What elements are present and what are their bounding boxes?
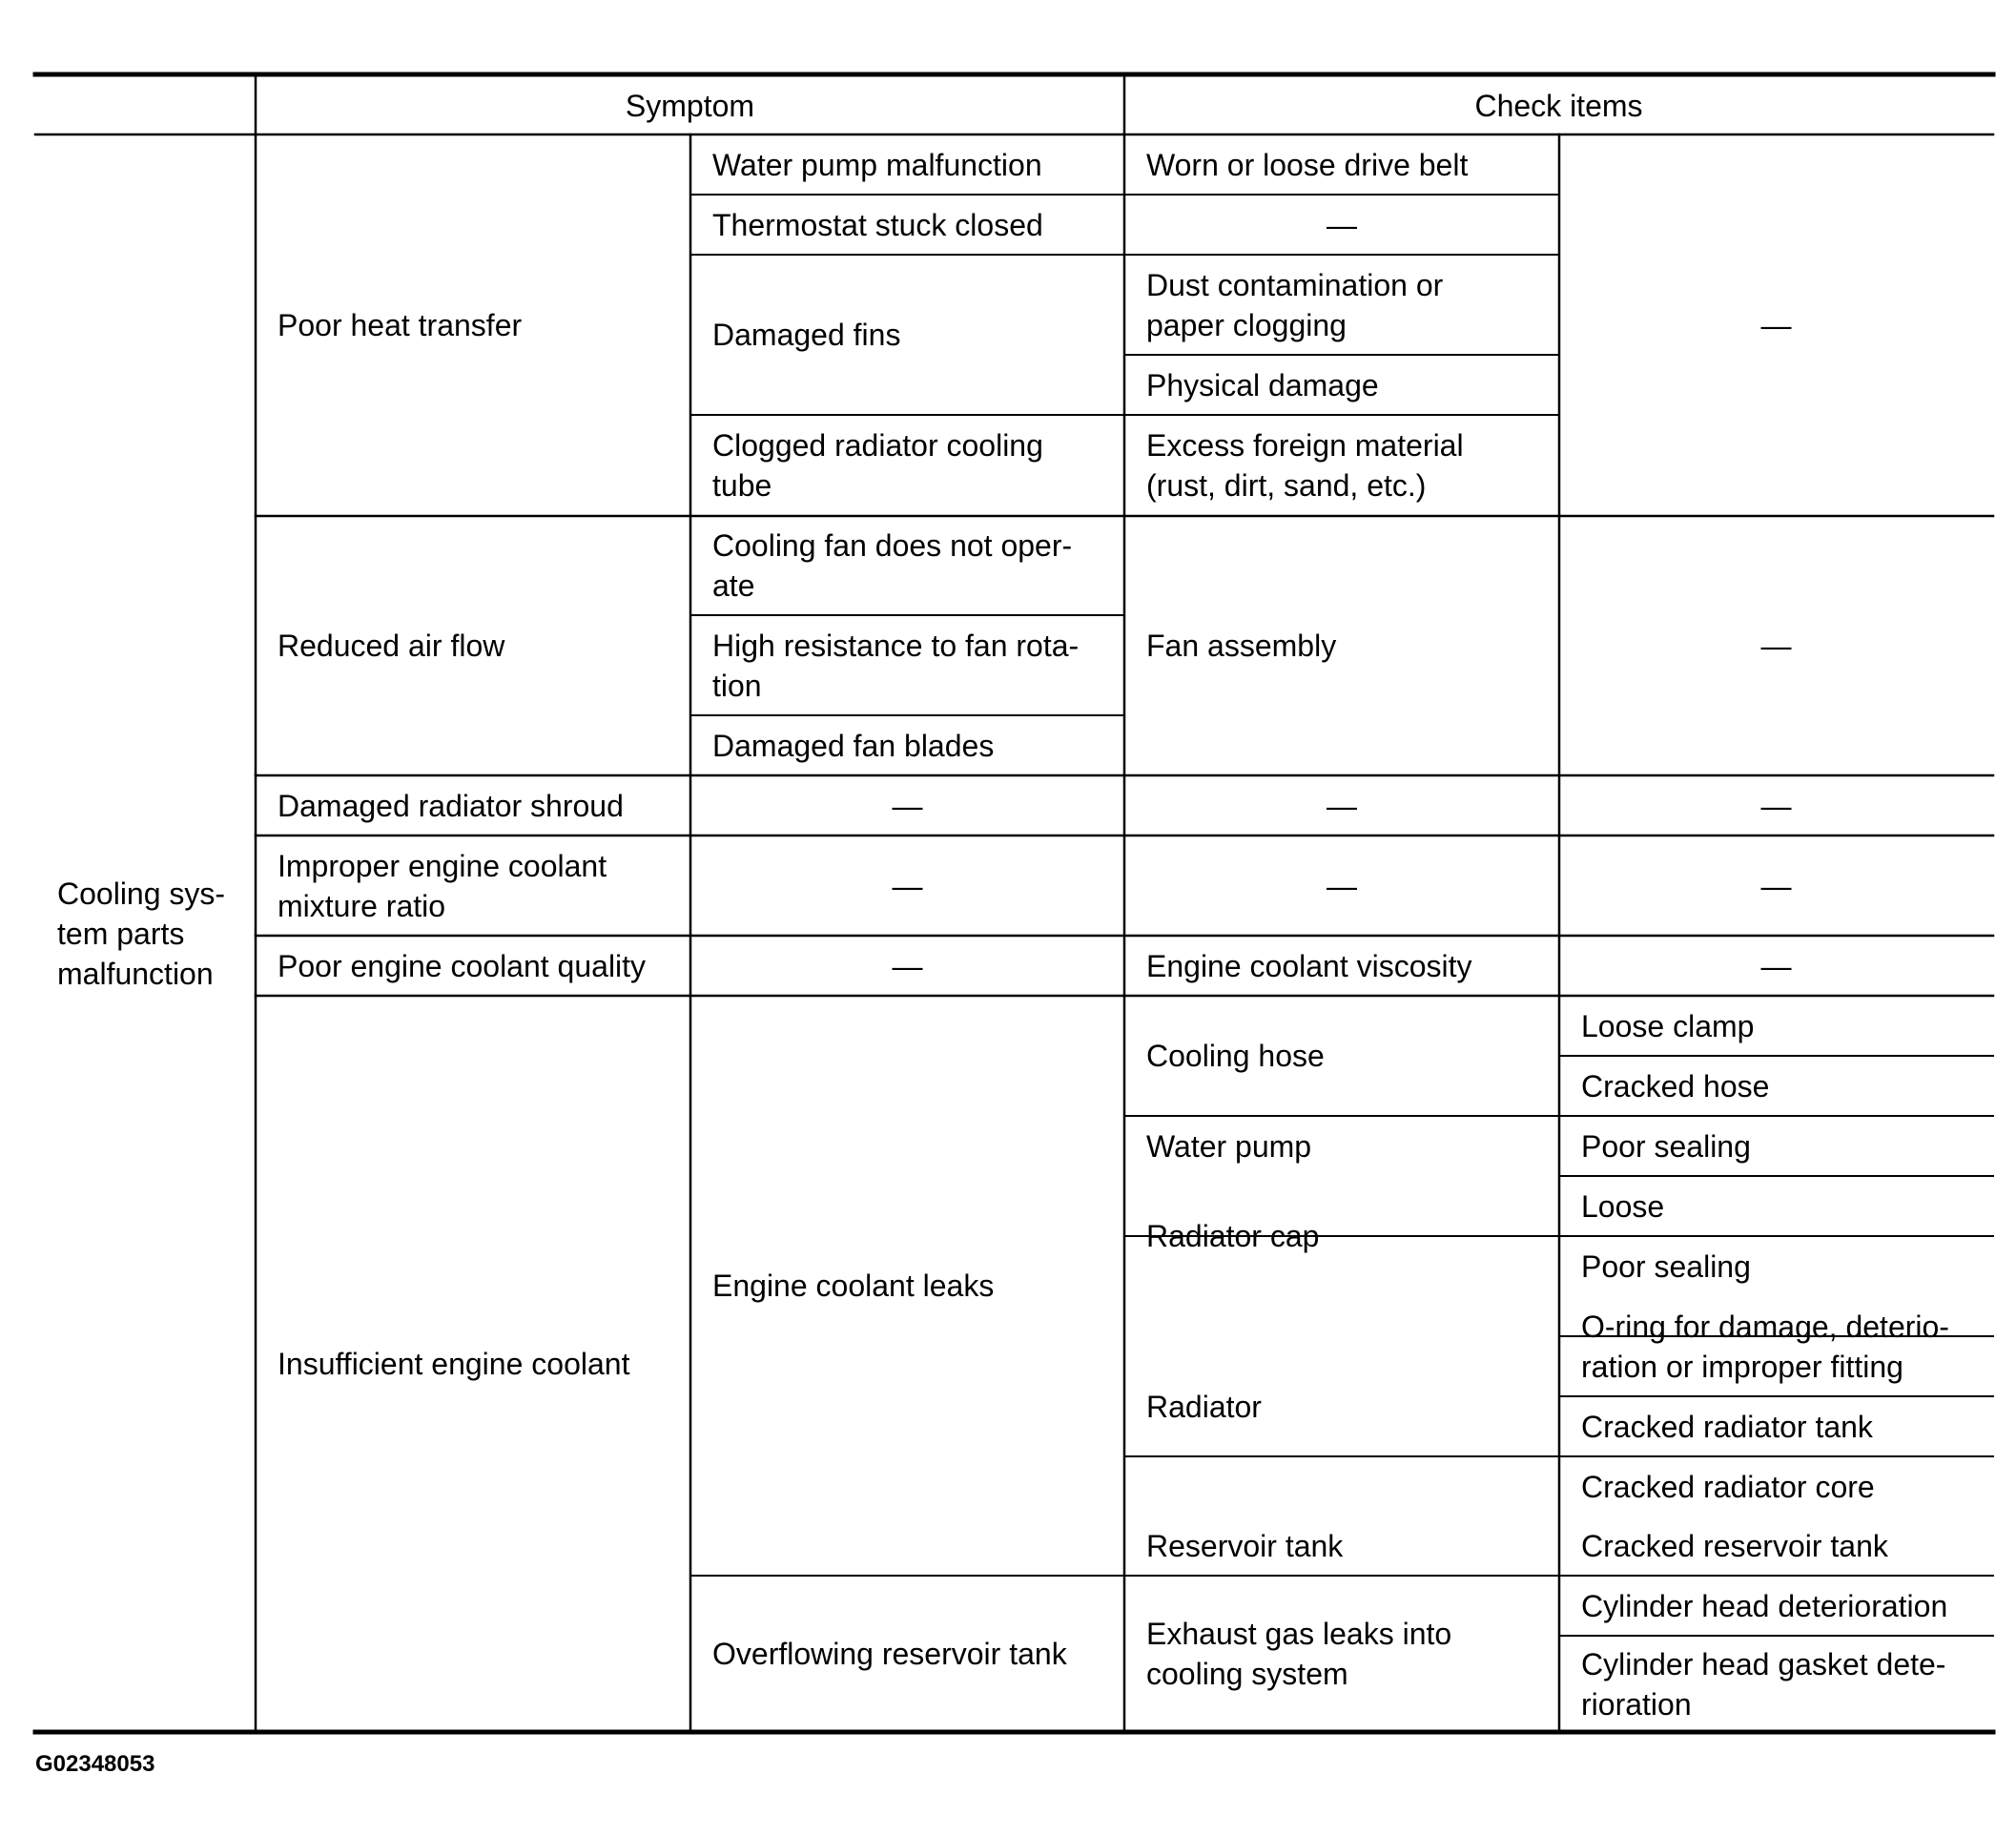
- category-cooling-system: Cooling sys- tem parts malfunction: [57, 876, 226, 991]
- cause-water-pump-malfunction: Water pump malfunction: [712, 147, 1042, 182]
- detail-cracked-tank: Cracked radiator tank: [1581, 1409, 1873, 1444]
- cause-high-resistance: High resistance to fan rota- tion: [712, 628, 1080, 703]
- detail-cracked-hose: Cracked hose: [1581, 1068, 1770, 1104]
- symptom-damaged-shroud: Damaged radiator shroud: [278, 788, 624, 823]
- detail-loose: Loose: [1581, 1188, 1665, 1224]
- check-water-pump: Water pump: [1146, 1128, 1312, 1164]
- detail-poor-sealing-cap: Poor sealing: [1581, 1248, 1751, 1284]
- symptom-insufficient-coolant: Insufficient engine coolant: [278, 1347, 630, 1381]
- check-radiator: Radiator: [1146, 1389, 1262, 1424]
- detail-gasket-deterioration: Cylinder head gasket dete- rioration: [1581, 1646, 1946, 1722]
- dash-mixture-check: —: [1327, 868, 1357, 903]
- dash-shroud-cause: —: [892, 788, 923, 823]
- check-excess-material: Excess foreign material (rust, dirt, sand, etc.): [1146, 428, 1464, 503]
- dash-shroud-detail: —: [1760, 788, 1792, 823]
- symptom-poor-heat-transfer: Poor heat transfer: [278, 308, 523, 342]
- cause-damaged-fins: Damaged fins: [712, 318, 901, 352]
- check-fan-assembly: Fan assembly: [1146, 629, 1337, 663]
- check-viscosity: Engine coolant viscosity: [1146, 948, 1472, 983]
- check-exhaust-gas: Exhaust gas leaks into cooling system: [1146, 1617, 1452, 1691]
- cause-clogged-tube: Clogged radiator cooling tube: [712, 428, 1043, 503]
- cause-fan-not-operate: Cooling fan does not oper- ate: [712, 528, 1073, 603]
- dash-mixture-detail: —: [1760, 868, 1792, 903]
- check-reservoir-tank: Reservoir tank: [1146, 1529, 1344, 1563]
- detail-poor-sealing-pump: Poor sealing: [1581, 1128, 1751, 1164]
- header-check-items: Check items: [1474, 88, 1643, 123]
- dash-air-flow-detail: —: [1760, 629, 1792, 663]
- check-worn-belt: Worn or loose drive belt: [1146, 147, 1469, 182]
- check-cooling-hose: Cooling hose: [1146, 1039, 1325, 1073]
- dash-shroud-check: —: [1327, 788, 1357, 823]
- check-dust-contamination: Dust contamination or paper clogging: [1146, 267, 1444, 342]
- header-symptom: Symptom: [625, 88, 755, 123]
- dash-thermostat-check: —: [1327, 207, 1357, 242]
- dash-heat-transfer-detail: —: [1760, 308, 1792, 342]
- cause-thermostat-stuck: Thermostat stuck closed: [712, 207, 1043, 242]
- figure-code: G02348053: [35, 1751, 155, 1777]
- symptom-reduced-air-flow: Reduced air flow: [278, 629, 505, 663]
- cause-damaged-blades: Damaged fan blades: [712, 728, 995, 763]
- dash-quality-cause: —: [892, 948, 923, 983]
- detail-oring: O-ring for damage, deterio- ration or improper fitting: [1581, 1309, 1949, 1384]
- dash-quality-detail: —: [1760, 948, 1792, 983]
- detail-cracked-reservoir: Cracked reservoir tank: [1581, 1529, 1888, 1563]
- check-physical-damage: Physical damage: [1146, 367, 1379, 402]
- detail-head-deterioration: Cylinder head deterioration: [1581, 1588, 1948, 1623]
- cause-overflowing: Overflowing reservoir tank: [712, 1637, 1067, 1671]
- symptom-poor-quality: Poor engine coolant quality: [278, 948, 647, 983]
- check-radiator-cap: Radiator cap: [1146, 1219, 1320, 1253]
- cause-coolant-leaks: Engine coolant leaks: [712, 1269, 995, 1303]
- symptom-improper-mixture: Improper engine coolant mixture ratio: [278, 848, 607, 923]
- dash-mixture-cause: —: [892, 868, 923, 903]
- detail-cracked-core: Cracked radiator core: [1581, 1469, 1875, 1504]
- detail-loose-clamp: Loose clamp: [1581, 1008, 1755, 1043]
